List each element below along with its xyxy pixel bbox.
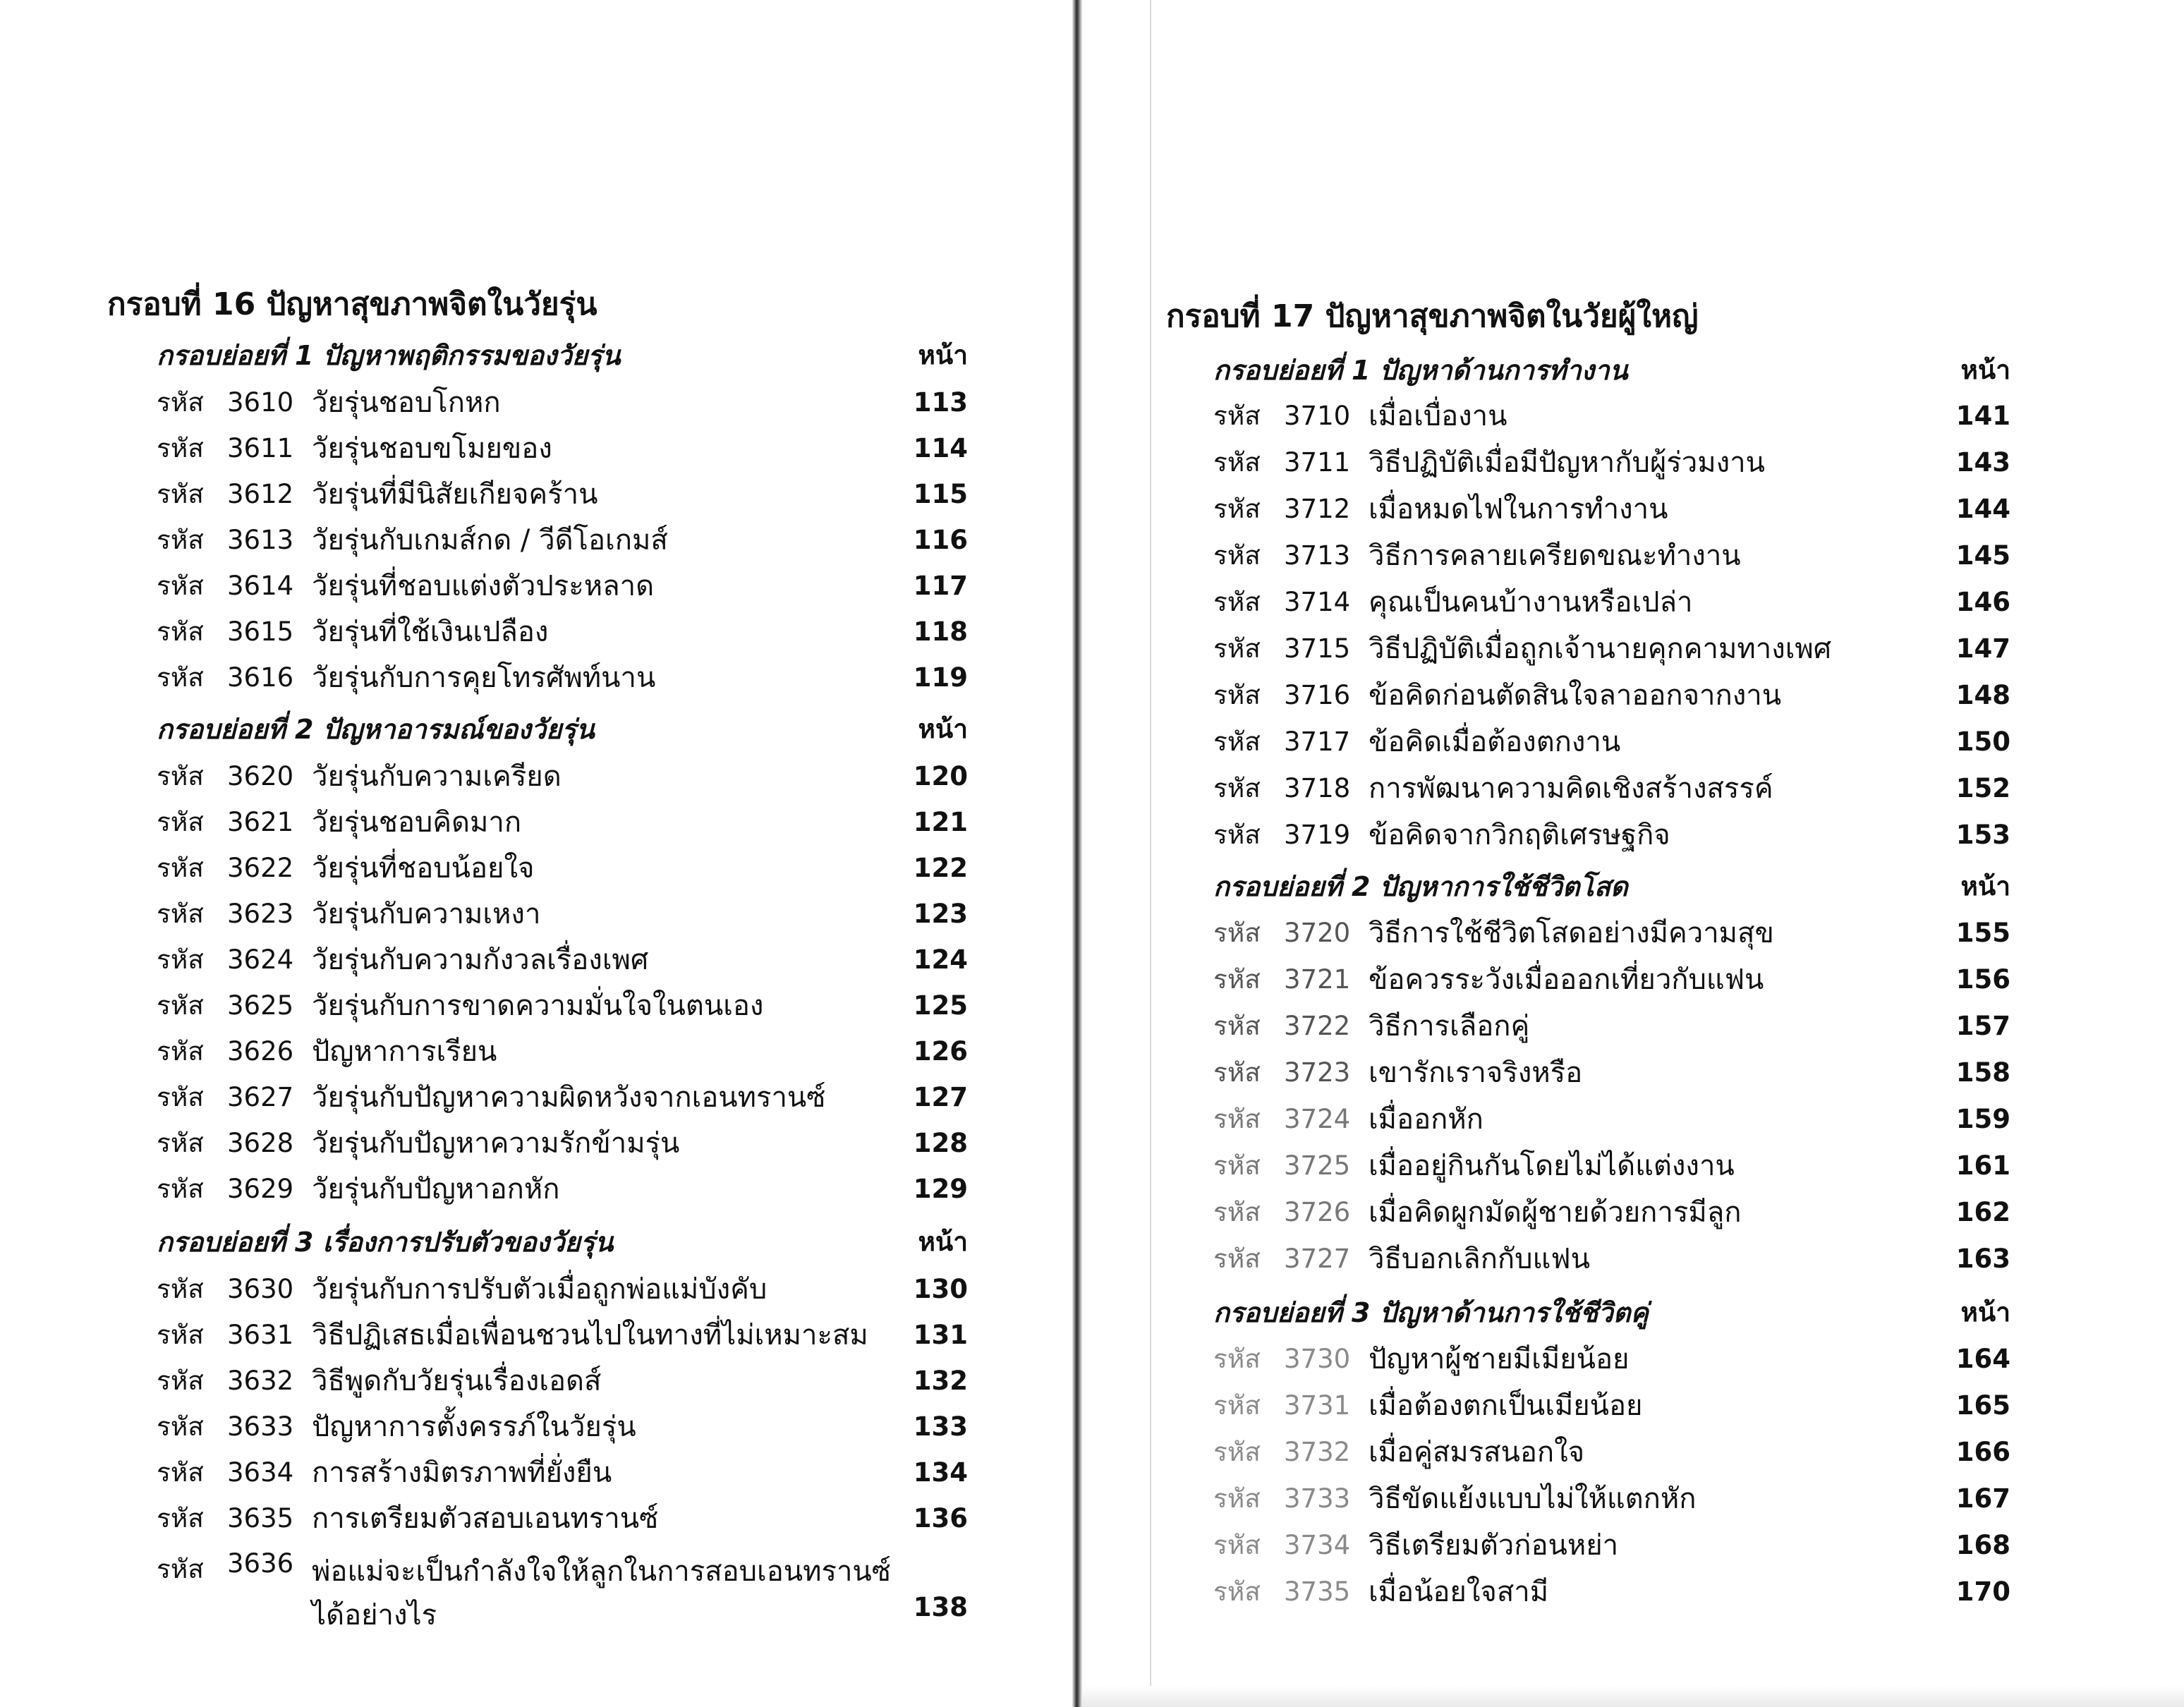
entry-page: 167 — [1955, 1483, 2010, 1514]
toc-entry — [157, 1169, 968, 1208]
entry-code: 3629 — [227, 1173, 294, 1204]
code-label: รหัส — [1213, 633, 1261, 664]
entry-title: ข้อคิดจากวิกฤติเศรษฐกิจ — [1369, 819, 1670, 851]
entry-code: 3722 — [1284, 1010, 1351, 1041]
entry-code: 3616 — [227, 662, 294, 693]
subsection-title: กรอบย่อยที่ 3 ปัญหาด้านการใช้ชีวิตคู่ — [1213, 1296, 1649, 1328]
entry-page: 129 — [913, 1173, 968, 1204]
code-label: รหัส — [1213, 1057, 1261, 1088]
toc-entry — [1213, 1572, 2010, 1611]
entry-title: วิธีการใช้ชีวิตโสดอย่างมีความสุข — [1369, 917, 1774, 949]
entry-title: ข้อควรระวังเมื่อออกเที่ยวกับแฟน — [1369, 964, 1764, 996]
toc-entry — [1213, 722, 2010, 761]
entry-code: 3626 — [227, 1035, 294, 1067]
subsection-title: กรอบย่อยที่ 1 ปัญหาพฤติกรรมของวัยรุ่น — [157, 339, 621, 371]
toc-entry — [157, 1361, 968, 1400]
code-label: รหัส — [1213, 1436, 1261, 1467]
entry-code: 3730 — [1284, 1343, 1351, 1374]
code-label: รหัส — [1213, 400, 1261, 431]
entry-code: 3712 — [1284, 493, 1351, 524]
entry-page: 113 — [913, 387, 968, 418]
entry-title: วิธีบอกเลิกกับแฟน — [1369, 1243, 1590, 1275]
toc-entry — [157, 848, 968, 887]
entry-title: วิธีการเลือกคู่ — [1369, 1010, 1530, 1043]
entry-code: 3715 — [1284, 633, 1351, 664]
toc-entry — [1213, 1339, 2010, 1378]
entry-page: 148 — [1955, 679, 2010, 710]
code-label: รหัส — [1213, 1343, 1261, 1374]
entry-code: 3727 — [1284, 1243, 1351, 1274]
code-label: รหัส — [1213, 447, 1261, 478]
subsection-header — [157, 709, 968, 748]
entry-code: 3711 — [1284, 447, 1351, 478]
entry-code: 3610 — [227, 387, 294, 418]
entry-page: 150 — [1955, 726, 2010, 757]
entry-title: ข้อคิดเมื่อต้องตกงาน — [1369, 726, 1621, 758]
entry-code: 3723 — [1284, 1057, 1351, 1088]
entry-page: 114 — [913, 432, 968, 463]
entry-page: 126 — [913, 1035, 968, 1067]
entry-title: เมื่อเบื่องาน — [1369, 400, 1507, 432]
toc-entry — [1213, 1006, 2010, 1045]
entry-title: วัยรุ่นที่ชอบน้อยใจ — [312, 852, 535, 885]
code-label: รหัส — [1213, 1103, 1261, 1134]
code-label: รหัส — [157, 1554, 204, 1584]
entry-title: เมื่อต้องตกเป็นเมียน้อย — [1369, 1390, 1643, 1422]
entry-page: 116 — [913, 524, 968, 555]
entry-page: 138 — [913, 1592, 968, 1622]
entry-title: ปัญหาการตั้งครรภ์ในวัยรุ่น — [312, 1411, 636, 1443]
entry-page: 127 — [913, 1081, 968, 1112]
entry-page: 165 — [1955, 1390, 2010, 1421]
entry-page: 158 — [1955, 1057, 2010, 1088]
entry-page: 118 — [913, 616, 968, 647]
entry-code: 3632 — [227, 1365, 294, 1396]
entry-code: 3734 — [1284, 1529, 1351, 1560]
code-label: รหัส — [157, 662, 204, 693]
subsection-header — [157, 335, 968, 375]
code-label: รหัส — [1213, 586, 1261, 617]
entry-code: 3726 — [1284, 1196, 1351, 1227]
subsection-header — [1213, 866, 2010, 906]
subsection-title: กรอบย่อยที่ 1 ปัญหาด้านการทำงาน — [1213, 354, 1628, 386]
entry-code: 3627 — [227, 1081, 294, 1112]
subsection-header — [1213, 1292, 2010, 1332]
code-label: รหัส — [157, 387, 204, 418]
entry-title: เมื่ออยู่กินกันโดยไม่ได้แต่งงาน — [1369, 1150, 1735, 1182]
toc-entry — [1213, 815, 2010, 854]
entry-code: 3624 — [227, 944, 294, 975]
code-label: รหัส — [157, 990, 204, 1021]
toc-entry — [157, 802, 968, 842]
entry-code: 3625 — [227, 990, 294, 1021]
entry-code: 3636 — [227, 1548, 294, 1579]
entry-title: วัยรุ่นกับปัญหาความผิดหวังจากเอนทรานซ์ — [312, 1081, 826, 1114]
entry-code: 3714 — [1284, 586, 1351, 617]
entry-code: 3611 — [227, 432, 294, 463]
toc-entry — [157, 985, 968, 1025]
entry-code: 3622 — [227, 852, 294, 883]
entry-title: เขารักเราจริงหรือ — [1369, 1057, 1583, 1089]
entry-page: 117 — [913, 570, 968, 601]
code-label: รหัส — [157, 478, 204, 509]
entry-code: 3733 — [1284, 1483, 1351, 1514]
entry-page: 124 — [913, 944, 968, 975]
toc-entry — [157, 520, 968, 559]
right-page — [1079, 0, 2184, 1707]
toc-entry — [157, 428, 968, 468]
code-label: รหัส — [157, 1411, 204, 1442]
left-page — [0, 0, 1072, 1707]
toc-entry — [157, 1498, 968, 1538]
entry-code: 3633 — [227, 1411, 294, 1442]
entry-code: 3731 — [1284, 1390, 1351, 1421]
code-label: รหัส — [157, 570, 204, 601]
code-label: รหัส — [157, 760, 204, 791]
entry-code: 3635 — [227, 1502, 294, 1533]
code-label: รหัส — [157, 1319, 204, 1350]
entry-title-continuation: ได้อย่างไร — [312, 1599, 437, 1632]
entry-page: 143 — [1955, 447, 2010, 478]
entry-page: 146 — [1955, 586, 2010, 617]
subsection-title: กรอบย่อยที่ 3 เรื่องการปรับตัวของวัยรุ่น — [157, 1226, 614, 1258]
entry-title: ปัญหาผู้ชายมีเมียน้อย — [1369, 1343, 1630, 1375]
code-label: รหัส — [157, 432, 204, 463]
entry-title: วัยรุ่นชอบคิดมาก — [312, 806, 522, 839]
toc-entry — [157, 894, 968, 933]
entry-page: 145 — [1955, 540, 2010, 571]
code-label: รหัส — [157, 898, 204, 929]
toc-entry — [157, 1407, 968, 1446]
subsection-header — [1213, 350, 2010, 389]
code-label: รหัส — [1213, 1576, 1261, 1607]
toc-entry — [157, 1544, 968, 1632]
entry-page: 170 — [1955, 1576, 2010, 1607]
toc-entry — [157, 1123, 968, 1162]
toc-entry — [157, 612, 968, 651]
entry-title: วัยรุ่นกับความกังวลเรื่องเพศ — [312, 944, 649, 976]
code-label: รหัส — [1213, 819, 1261, 850]
entry-page: 119 — [913, 662, 968, 693]
page-column-label: หน้า — [918, 1226, 968, 1257]
toc-entry — [157, 1269, 968, 1308]
code-label: รหัส — [1213, 1243, 1261, 1274]
page-column-label: หน้า — [918, 713, 968, 744]
frame-16-title: กรอบที่ 16 ปัญหาสุขภาพจิตในวัยรุ่น — [107, 286, 597, 322]
code-label: รหัส — [1213, 726, 1261, 757]
entry-page: 155 — [1955, 917, 2010, 948]
entry-code: 3720 — [1284, 917, 1351, 948]
code-label: รหัส — [1213, 917, 1261, 948]
entry-title: วัยรุ่นกับปัญหาอกหัก — [312, 1173, 560, 1205]
toc-entry — [157, 382, 968, 422]
entry-title: วิธีพูดกับวัยรุ่นเรื่องเอดส์ — [312, 1365, 602, 1397]
code-label: รหัส — [1213, 1390, 1261, 1421]
entry-title: วิธีขัดแย้งแบบไม่ให้แตกหัก — [1369, 1483, 1697, 1515]
entry-title: เมื่อคิดผูกมัดผู้ชายด้วยการมีลูก — [1369, 1196, 1742, 1229]
code-label: รหัส — [157, 806, 204, 837]
entry-page: 159 — [1955, 1103, 2010, 1134]
toc-entry — [157, 474, 968, 514]
toc-entry — [1213, 1239, 2010, 1278]
toc-entry — [1213, 959, 2010, 999]
code-label: รหัส — [1213, 540, 1261, 571]
entry-code: 3716 — [1284, 679, 1351, 710]
entry-title: วิธีปฏิบัติเมื่อมีปัญหากับผู้ร่วมงาน — [1369, 447, 1765, 479]
entry-title: วัยรุ่นกับการขาดความมั่นใจในตนเอง — [312, 990, 764, 1022]
entry-code: 3724 — [1284, 1103, 1351, 1134]
entry-page: 131 — [913, 1319, 968, 1350]
code-label: รหัส — [157, 1035, 204, 1067]
entry-title: วิธีเตรียมตัวก่อนหย่า — [1369, 1529, 1619, 1562]
entry-page: 121 — [913, 806, 968, 837]
entry-page: 122 — [913, 852, 968, 883]
entry-title: วัยรุ่นชอบโกหก — [312, 387, 501, 419]
entry-code: 3614 — [227, 570, 294, 601]
entry-title: คุณเป็นคนบ้างานหรือเปล่า — [1369, 586, 1693, 619]
entry-code: 3620 — [227, 760, 294, 791]
code-label: รหัส — [157, 1365, 204, 1396]
code-label: รหัส — [1213, 1196, 1261, 1227]
entry-code: 3621 — [227, 806, 294, 837]
entry-title: วัยรุ่นที่ใช้เงินเปลือง — [312, 616, 549, 648]
code-label: รหัส — [1213, 1010, 1261, 1041]
toc-entry — [157, 756, 968, 796]
toc-entry — [1213, 1192, 2010, 1232]
entry-title: การสร้างมิตรภาพที่ยั่งยืน — [312, 1457, 612, 1489]
toc-entry — [157, 1031, 968, 1071]
toc-entry — [1213, 628, 2010, 668]
entry-page: 163 — [1955, 1243, 2010, 1274]
code-label: รหัส — [1213, 772, 1261, 803]
code-label: รหัส — [1213, 1150, 1261, 1181]
subsection-header — [157, 1222, 968, 1261]
page-column-label: หน้า — [1960, 870, 2010, 901]
entry-page: 141 — [1955, 400, 2010, 431]
toc-entry — [1213, 768, 2010, 808]
entry-page: 144 — [1955, 493, 2010, 524]
toc-entry — [157, 1452, 968, 1492]
code-label: รหัส — [157, 1081, 204, 1112]
page-column-label: หน้า — [1960, 354, 2010, 385]
entry-code: 3713 — [1284, 540, 1351, 571]
entry-page: 166 — [1955, 1436, 2010, 1467]
entry-page: 115 — [913, 478, 968, 509]
entry-page: 152 — [1955, 772, 2010, 803]
entry-title: พ่อแม่จะเป็นกำลังใจให้ลูกในการสอบเอนทรานซ์ — [312, 1555, 891, 1588]
entry-page: 130 — [913, 1273, 968, 1304]
entry-code: 3732 — [1284, 1436, 1351, 1467]
entry-title: ปัญหาการเรียน — [312, 1035, 497, 1068]
entry-title: วัยรุ่นกับเกมส์กด / วีดีโอเกมส์ — [312, 524, 668, 557]
entry-page: 128 — [913, 1127, 968, 1158]
toc-entry — [157, 566, 968, 605]
code-label: รหัส — [157, 524, 204, 555]
entry-page: 156 — [1955, 964, 2010, 995]
entry-page: 147 — [1955, 633, 2010, 664]
entry-page: 120 — [913, 760, 968, 791]
toc-entry — [1213, 1052, 2010, 1092]
entry-code: 3719 — [1284, 819, 1351, 850]
code-label: รหัส — [157, 1457, 204, 1488]
entry-code: 3721 — [1284, 964, 1351, 995]
entry-page: 164 — [1955, 1343, 2010, 1374]
toc-entry — [157, 940, 968, 979]
entry-title: วัยรุ่นกับความเหงา — [312, 898, 541, 930]
toc-entry — [1213, 1385, 2010, 1425]
entry-title: วิธีการคลายเครียดขณะทำงาน — [1369, 540, 1741, 572]
entry-page: 168 — [1955, 1529, 2010, 1560]
code-label: รหัส — [1213, 679, 1261, 710]
entry-title: วัยรุ่นกับความเครียด — [312, 760, 562, 793]
entry-title: ข้อคิดก่อนตัดสินใจลาออกจากงาน — [1369, 679, 1782, 712]
entry-code: 3615 — [227, 616, 294, 647]
entry-title: เมื่อคู่สมรสนอกใจ — [1369, 1436, 1585, 1469]
code-label: รหัส — [1213, 964, 1261, 995]
entry-title: เมื่อหมดไฟในการทำงาน — [1369, 493, 1668, 526]
entry-title: วิธีปฏิบัติเมื่อถูกเจ้านายคุกคามทางเพศ — [1369, 633, 1832, 665]
code-label: รหัส — [1213, 1529, 1261, 1560]
code-label: รหัส — [1213, 493, 1261, 524]
entry-code: 3613 — [227, 524, 294, 555]
code-label: รหัส — [157, 944, 204, 975]
entry-title: การเตรียมตัวสอบเอนทรานซ์ — [312, 1502, 659, 1535]
toc-entry — [1213, 913, 2010, 952]
entry-code: 3735 — [1284, 1576, 1351, 1607]
page-column-label: หน้า — [1960, 1296, 2010, 1328]
toc-entry — [157, 657, 968, 697]
entry-code: 3718 — [1284, 772, 1351, 803]
code-label: รหัส — [157, 1173, 204, 1204]
entry-page: 133 — [913, 1411, 968, 1442]
entry-page: 125 — [913, 990, 968, 1021]
toc-entry — [1213, 535, 2010, 575]
entry-title: วัยรุ่นกับการปรับตัวเมื่อถูกพ่อแม่บังคับ — [312, 1273, 768, 1306]
code-label: รหัส — [157, 1502, 204, 1533]
entry-page: 132 — [913, 1365, 968, 1396]
entry-code: 3725 — [1284, 1150, 1351, 1181]
entry-page: 123 — [913, 898, 968, 929]
entry-code: 3623 — [227, 898, 294, 929]
toc-entry — [1213, 396, 2010, 435]
toc-entry — [1213, 1478, 2010, 1518]
subsection-title: กรอบย่อยที่ 2 ปัญหาการใช้ชีวิตโสด — [1213, 870, 1628, 902]
toc-entry — [1213, 1146, 2010, 1185]
entry-page: 157 — [1955, 1010, 2010, 1041]
entry-title: การพัฒนาความคิดเชิงสร้างสรรค์ — [1369, 772, 1773, 805]
entry-title: เมื่อน้อยใจสามี — [1369, 1576, 1549, 1608]
toc-entry — [1213, 582, 2010, 621]
toc-entry — [1213, 1525, 2010, 1565]
code-label: รหัส — [157, 1127, 204, 1158]
entry-code: 3612 — [227, 478, 294, 509]
frame-17-title: กรอบที่ 17 ปัญหาสุขภาพจิตในวัยผู้ใหญ่ — [1166, 298, 1699, 334]
entry-title: วัยรุ่นที่ชอบแต่งตัวประหลาด — [312, 570, 655, 602]
code-label: รหัส — [157, 1273, 204, 1304]
toc-entry — [157, 1315, 968, 1354]
code-label: รหัส — [157, 616, 204, 647]
subsection-title: กรอบย่อยที่ 2 ปัญหาอารมณ์ของวัยรุ่น — [157, 713, 595, 745]
entry-code: 3631 — [227, 1319, 294, 1350]
entry-code: 3630 — [227, 1273, 294, 1304]
entry-code: 3710 — [1284, 400, 1351, 431]
toc-entry — [1213, 1432, 2010, 1471]
toc-entry — [1213, 442, 2010, 482]
entry-title: วัยรุ่นชอบขโมยของ — [312, 432, 552, 465]
entry-page: 136 — [913, 1502, 968, 1533]
page-bottom-edge — [1082, 1686, 2184, 1707]
code-label: รหัส — [1213, 1483, 1261, 1514]
entry-page: 134 — [913, 1457, 968, 1488]
entry-code: 3717 — [1284, 726, 1351, 757]
page-column-label: หน้า — [918, 339, 968, 370]
entry-title: วิธีปฏิเสธเมื่อเพื่อนชวนไปในทางที่ไม่เหมาะสม — [312, 1319, 868, 1351]
entry-title: วัยรุ่นกับการคุยโทรศัพท์นาน — [312, 662, 656, 694]
entry-title: เมื่ออกหัก — [1369, 1103, 1484, 1136]
toc-entry — [1213, 675, 2010, 715]
entry-page: 161 — [1955, 1150, 2010, 1181]
entry-page: 162 — [1955, 1196, 2010, 1227]
entry-code: 3634 — [227, 1457, 294, 1488]
toc-entry — [1213, 489, 2010, 528]
code-label: รหัส — [157, 852, 204, 883]
toc-entry — [157, 1077, 968, 1117]
entry-title: วัยรุ่นกับปัญหาความรักข้ามรุ่น — [312, 1127, 680, 1160]
entry-title: วัยรุ่นที่มีนิสัยเกียจคร้าน — [312, 478, 598, 511]
toc-entry — [1213, 1099, 2010, 1138]
entry-page: 153 — [1955, 819, 2010, 850]
entry-code: 3628 — [227, 1127, 294, 1158]
